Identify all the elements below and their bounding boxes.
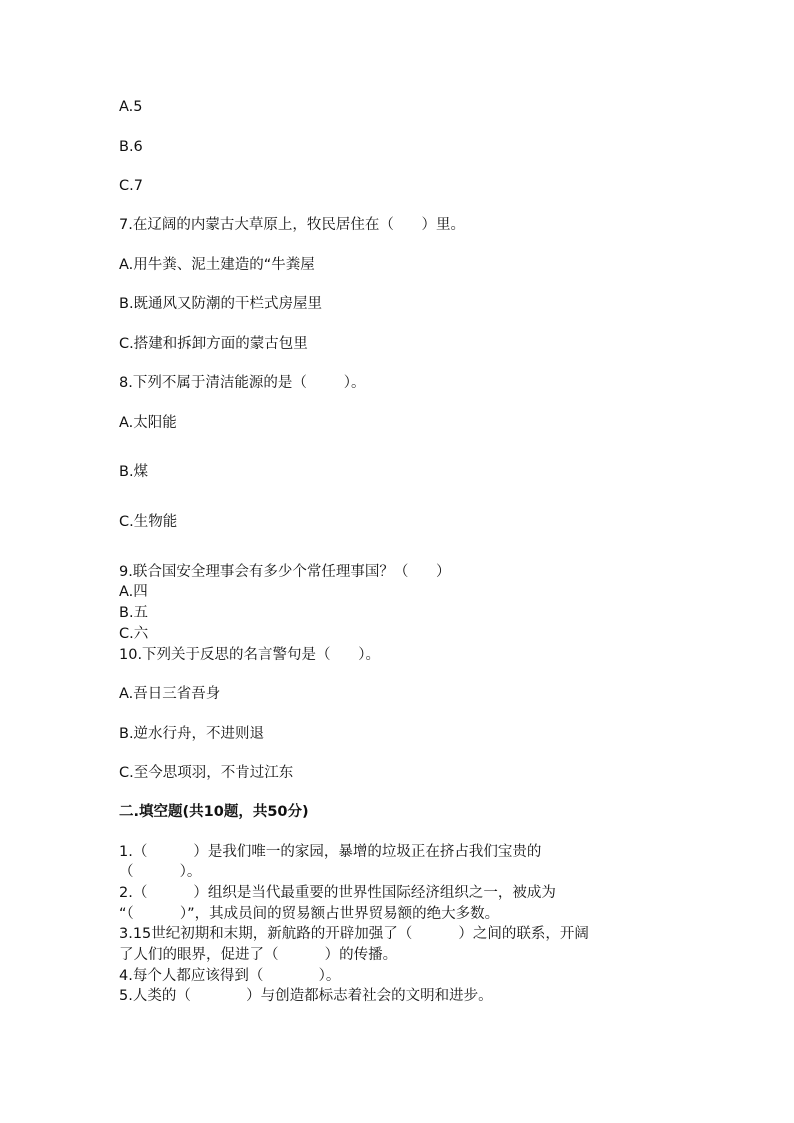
fill-line: 2.（ ）组织是当代最重要的世界性国际经济组织之一，被成为 <box>119 885 556 901</box>
fill-line: 4.每个人都应该得到（ ）。 <box>119 968 341 984</box>
fill-line: （ ）。 <box>119 864 202 880</box>
q9-option-b: B.五 <box>119 605 149 621</box>
q9-stem: 9.联合国安全理事会有多少个常任理事国？（ ） <box>119 564 451 580</box>
q10-option-c: C.至今思项羽，不肯过江东 <box>119 765 294 781</box>
q8-option-a: A.太阳能 <box>119 415 177 431</box>
q7-stem: 7.在辽阔的内蒙古大草原上，牧民居住在（ ）里。 <box>119 217 465 233</box>
fill-line: 5.人类的（ ）与创造都标志着社会的文明和进步。 <box>119 988 493 1004</box>
q8-option-b: B.煤 <box>119 464 149 480</box>
q6-option-b: B.6 <box>119 139 143 155</box>
q8-option-c: C.生物能 <box>119 514 178 530</box>
fill-line: 1.（ ）是我们唯一的家园，暴增的垃圾正在挤占我们宝贵的 <box>119 844 542 860</box>
q9-option-c: C.六 <box>119 626 149 642</box>
q6-option-c: C.7 <box>119 178 143 194</box>
fill-line: “（ ）”，其成员间的贸易额占世界贸易额的绝大多数。 <box>119 906 500 922</box>
fill-line: 3.15世纪初期和末期，新航路的开辟加强了（ ）之间的联系，开阔 <box>119 926 589 942</box>
q7-option-b: B.既通风又防潮的干栏式房屋里 <box>119 296 323 312</box>
q6-option-a: A.5 <box>119 99 143 115</box>
section-title: 二.填空题(共10题，共50分) <box>119 804 309 820</box>
q7-option-a: A.用牛粪、泥土建造的“牛粪屋 <box>119 257 315 273</box>
q10-stem: 10.下列关于反思的名言警句是（ ）。 <box>119 647 380 663</box>
q10-option-a: A.吾日三省吾身 <box>119 686 221 702</box>
q7-option-c: C.搭建和拆卸方面的蒙古包里 <box>119 336 308 352</box>
fill-line: 了人们的眼界，促进了（ ）的传播。 <box>119 947 398 963</box>
q10-option-b: B.逆水行舟，不进则退 <box>119 726 265 742</box>
q9-option-a: A.四 <box>119 584 148 600</box>
q8-stem: 8.下列不属于清洁能源的是（ ）。 <box>119 375 366 391</box>
